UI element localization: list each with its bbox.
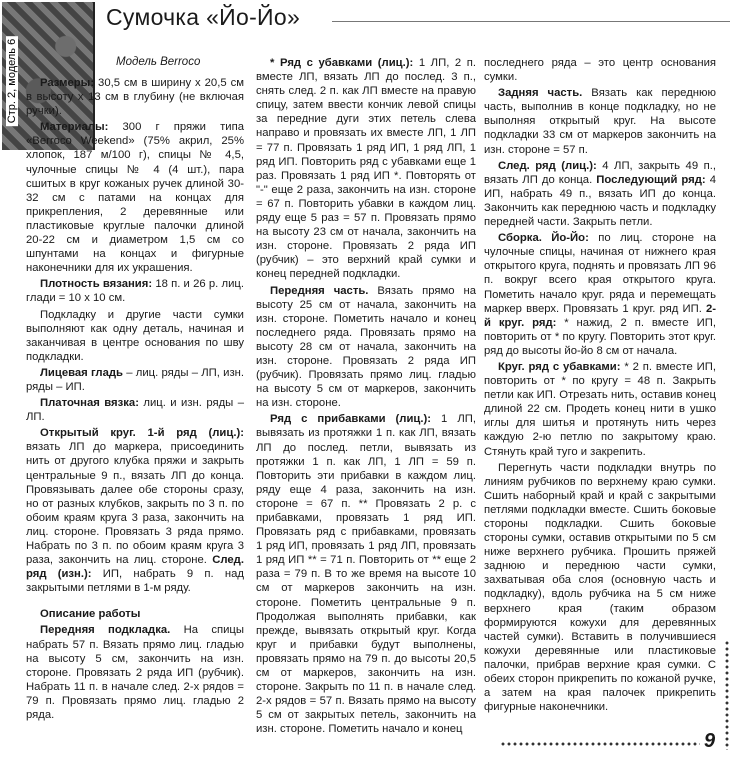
column-3: последнего ряда – это центр основания сумки. Задняя часть. Вязать как переднюю часть, выполнив в конце подкладку, но не выполняя открытый круг. На высоте подкладки 33 см от маркеров закончить на изн. стороне = 57 п. След. ряд (лиц.): 4 ЛП, закрыть 49 п., вязать ЛП до конца. Последующий ряд: 4 ИП, набрать 49 п., вязать ИП до конца. Закончить как переднюю часть и подкладку передней части. Закрыть петли. Сборка. Йо-Йо: по лиц. стороне на чулочные спицы, начиная от нижнего края открытого круга, поднять и провязать ЛП 96 п. вокруг всего края открытого круга. Пометить начало круг. ряда и перемещать маркер вверх. Провязать 1 круг. ряд ИП. 2-й круг. ряд: * нажид, 2 п. вместе ИП, повторить от * по кругу. Повторить этот круг. ряд до высоты йо-йо 8 см от начала. Круг. ряд с убавками: * 2 п. вместе ИП, повторить от * по кругу = 48 п. Закрыть петли как ИП. Отрезать нить, оставив конец длиной 22 см. Продеть конец нити в ушко иглы для шитья и протянуть нить через каждую 2-ю петлю по закрытому краю. Стянуть край туго и закрепить. Перегнуть части подкладки внутрь по линиям рубчиков по верхнему краю сумки. Сшить наборный край и край с закрытыми петлями подкладки вместе. Сшить боковые стороны подкладки. Сшить боковые стороны сумки, оставив открытыми по 5 см ниже верхнего рубчика. Прошить пряжей заднюю и переднюю части сумки, захватывая оба слоя (основную часть и подкладку), вдоль рубчика на 5 см ниже верхнего края (таким образом формируются кожухи для деревянных частей сумки). Вставить в получившиеся кожухи деревянные или пластиковые палочки, прибрав верхние края сумки. С обеих сторон прикрепить по кожаной ручке, а затем на края палочек прикрепить фигурные наконечники. [484,57,717,714]
side-label: Стр. 2, модель 6 [0,16,26,146]
page-number: 9 [704,730,716,752]
decorative-dots-horizontal [500,741,700,747]
page-title: Сумочка «Йо-Йо» [106,4,301,30]
column-1: Размеры: 30,5 см в ширину х 20,5 см в высоту х 13 см в глубину (не включая ручки). Материалы: 300 г пряжи типа «Berroco Weekend» (75% акрил, 25% хлопок, 187 м/100 г), спицы № 4,5, чулочные спицы № 4 (4 шт.), пара сшитых в круг кожаных ручек длиной 30-32 см с патами на концах для прикрепления, 2 деревянные или пластиковые круглые палочки длиной 20-22 см и диаметром 1,5 см со шпунтами на концах и фигурные наконечники для их украшения. Плотность вязания: 18 п. и 26 р. лиц. глади = 10 х 10 см. Подкладку и другие части сумки выполняют как одну деталь, начиная и заканчивая в центре основания по шву подкладки. Лицевая гладь – лиц. ряды – ЛП, изн. ряды – ИП. Платочная вязка: лиц. и изн. ряды – ЛП. Открытый круг. 1-й ряд (лиц.): вязать ЛП до маркера, присоединить нить от другого клубка пряжи и закрыть центральные 9 п., вязать ЛП до конца. Провязывать далее обе стороны сразу, но от разных клубков, закрыть по 3 п. по обоим краям круга 3 раза, закончить на лиц. стороне. Провязать 3 ряда прямо. Набрать по 3 п. по обоим краям круга 3 раза, закончить на лиц. стороне. След. ряд (изн.): ИП, набрать 9 п. над закрытыми петлями в 1-м ряду. Описание работы Передняя подкладка. На спицы набрать 57 п. Вязать прямо лиц. гладью на высоту 5 см, закончить на изн. стороне. Провязать 2 ряда ИП (рубчик). Набрать 11 п. в начале след. 2-х рядов = 79 п. Провязать прямо лиц. гладью 2 ряда. [26,77,245,722]
column-2: * Ряд с убавками (лиц.): 1 ЛП, 2 п. вместе ЛП, вязать ЛП до послед. 3 п., снять след. 2 п. как ЛП вместе на правую спицу, затем ввести кончик левой спицы за передние дуги этих петель слева направо и провязать их вместе ЛП, 1 ЛП = 77 п. Провязать 1 ряд ИП, 1 ряд ЛП, 1 ряд ИП. Повторить ряд с убавками еще 1 раз. Провязать 1 ряд ИП *. Повторять от "-" еще 2 раза, закончить на изн. стороне = 67 п. Повторить убавки в каждом лиц. ряду еще 5 раз = 57 п. Провязать прямо на высоту 23 см от начала, закончить на изн. стороне. Провязать 2 ряда ИП (рубчик) – это верхний край сумки и конец передней подкладки. Передняя часть. Вязать прямо на высоту 25 см от начала, закончить на изн. стороне. Пометить начало и конец последнего ряда. Провязать прямо на высоту 28 см от начала, закончить на изн. стороне. Провязать 2 ряда ИП (рубчик). Провязать прямо лиц. гладью на высоту 5 см от маркеров, закончить на изн. стороне. Ряд с прибавками (лиц.): 1 ЛП, вывязать из протяжки 1 п. как ЛП, вязать ЛП до послед. петли, вывязать из протяжки 1 п. как ЛП, 1 ЛП = 59 п. Повторить эти прибавки в каждом лиц. ряду еще 4 раза, закончить на изн. стороне = 67 п. ** Провязать 2 р. с прибавками, провязать 1 ряд ИП. Провязать ряд с прибавками, провязать 1 ряд ИП, провязать 1 ряд ЛП, провязать 1 ряд ИП ** = 71 п. Повторить от ** еще 2 раза = 79 п. В то же время на высоте 10 см от маркеров закончить на изн. стороне. Пометить центральные 9 п. Продолжая выполнять прибавки, как прежде, вывязать открытый круг. Когда круг и прибавки будут выполнены, провязать прямо на 79 п. до высоты 20,5 см от маркеров, закончить на изн. стороне. Закрыть по 11 п. в начале след. 2-х рядов = 57 п. Вязать прямо на высоту 5 см от закрытых петель, закончить на изн. стороне. Пометить начало и конец [256,57,477,736]
model-author: Модель Berroco [116,56,201,68]
title-rule [332,21,730,22]
decorative-dots-vertical [724,640,730,750]
